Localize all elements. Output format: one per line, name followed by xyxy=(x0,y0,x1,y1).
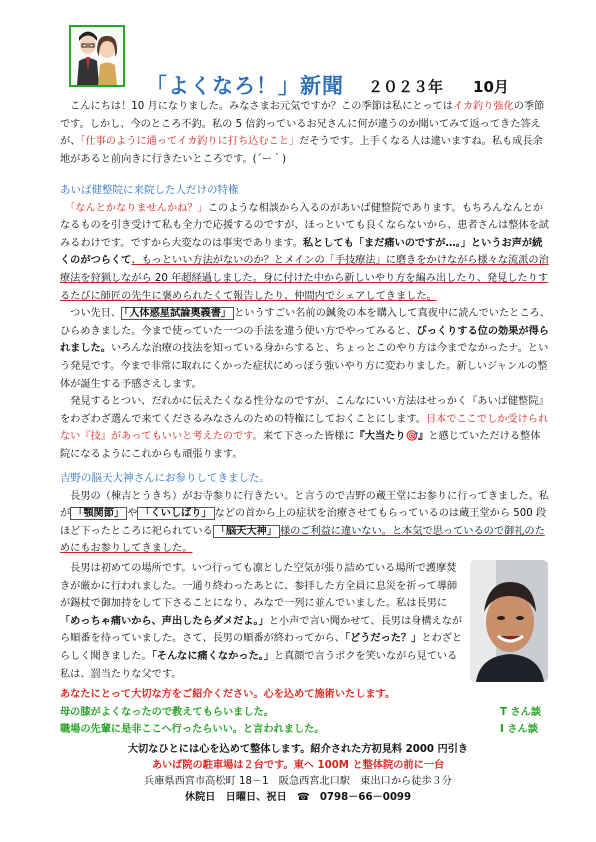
text-run: びっくりする位の効果が得られました。 xyxy=(60,325,549,355)
testimonial-text: 母の膝がよくなったので教えてもらいました。 xyxy=(60,706,274,718)
section-paragraph xyxy=(60,560,465,683)
text-run: 来て下さった皆様に xyxy=(262,431,355,443)
testimonial-row xyxy=(60,704,560,722)
text-run: いろんな治療の技法を知っている身からすると、ちょっとこのやり方は今までなかったナ。という発見です。今まで非常に取れにくかった症状にめっぽう強いやり方に変わりました。新しいジャンルの整体が誕生する予感さえします。 xyxy=(60,343,549,390)
newsletter-title: 「よくなろ！」新聞 xyxy=(146,74,344,98)
text-run: 、もっといい方法がないのか？とメインの「手技療法」に磨きをかけながら様々な流派の治療法を狩猟しながら 20 年超経過しました。身に付けた中から新しいやり方を編み出したり、発見したりするたびに師匠の先生に褒められたくて報告したり、仲間内でシェアしてきました。 xyxy=(60,255,549,302)
text-run: などの首から上の症状を治療させてもらっているのは蔵王堂から 500 段ほど下ったところに祀られている xyxy=(60,508,547,537)
section-heading: あいば健整院に来院した人だけの特権 xyxy=(60,184,239,196)
section-shrine-visit-continued xyxy=(60,560,465,683)
text-run: 「くいしばり」 xyxy=(137,507,214,520)
text-run: 「脳天大神」 xyxy=(213,525,280,538)
text-run: というすごい名前の鍼灸の本を購入して真夜中に読んでいたところ、ひらめきました。今まで使っていた一つの手法を違う使い方でやってみると、 xyxy=(60,308,550,337)
text-run: 「どうだった？」 xyxy=(344,633,422,645)
text-run: 「人体惑星試論奥義書」 xyxy=(121,307,234,320)
text-run: とわざとらしく聞きました。 xyxy=(60,633,463,662)
text-run: 「仕事のように通ってイカ釣りに打ち込むこと」 xyxy=(80,136,300,148)
text-run: 「めっちゃ痛いから、声出したらダメだよ。」 xyxy=(60,615,269,627)
son-photo xyxy=(470,560,548,682)
testimonial-text: 職場の先輩に是非ここへ行ったらいい。と言われました。 xyxy=(60,724,325,736)
address: 兵庫県西宮市高松町 18－1 阪急西宮北口駅 東出口から徒歩３分 xyxy=(144,776,452,787)
text-run: の季節です。しかし、今のところ不釣。私の 5 倍釣っているお兄さんに何が違うのか聞いてみて返ってきた答えが、 xyxy=(60,101,545,148)
intro-section xyxy=(60,98,550,168)
text-run: 私としても「まだ痛いのですが…。」というお声が続くのがつらくて xyxy=(60,237,543,267)
text-run: つい先日、 xyxy=(60,308,122,320)
text-run: だそうです。上手くなる人は違いますね。私も成長余地があると前向きに行きたいところです。(´ー｀) xyxy=(60,136,543,165)
text-run: と真顔で言うボクを笑いながら見ている私は、罰当たりな父です。 xyxy=(60,650,458,680)
text-run: 様のご利益に違いない。と本気で思っているので御礼のためにもお参りしてきました。 xyxy=(60,525,545,555)
text-run: と感じていただける整体院になるようにこれからも頑張ります。 xyxy=(60,431,541,460)
text-run: 長男は初めての場所です。いつ行っても凛とした空気が張り詰めている場所で護摩焚きが厳かに行われました。一通り終わったあとに、参拝した方全員に息災を祈って導師が錫杖で御加持をして下さることになり、みなで一列に並んでいました。私は長男に xyxy=(60,563,458,610)
intro-paragraph xyxy=(60,98,550,168)
section-shrine-visit xyxy=(60,470,550,558)
testimonial-author: I さん談 xyxy=(500,724,538,736)
text-run: 「そんなに痛くなかった。」 xyxy=(151,650,274,662)
text-run: 日本でここでしか受けられない『技』があってもいいと考えたのです。 xyxy=(60,413,549,443)
text-run: や xyxy=(127,508,138,520)
referral-headline: あなたにとって大切な方をご紹介ください。心を込めて施術いたします。 xyxy=(60,689,396,700)
testimonial-author: T さん談 xyxy=(500,706,542,718)
footer xyxy=(0,742,596,806)
couple-logo xyxy=(69,25,125,87)
section-paragraph xyxy=(60,393,550,463)
section-paragraph xyxy=(60,200,550,306)
section-paragraph xyxy=(60,305,550,393)
text-run: 発見するとつい、だれかに伝えたくなる性分なのですが、こんなにいい方法はせっかく『あいば健整院』をわざわざ選んで来てくださるみなさんのための特権にしておくことにします。 xyxy=(60,396,549,425)
text-run: このような相談から入るのがあいば健整院であります。もちろんなんとかなるものを引き受けて私も全力で応援するのですが、ほっといても良くならないから、患者さんは整体を試みるわけです。ですから大変なのは事実であります。 xyxy=(60,202,549,249)
text-run: イカ釣り強化 xyxy=(452,101,514,112)
section-privilege xyxy=(60,182,550,464)
closed-days-phone: 休院日 日曜日、祝日 ☎ 0798－66－0099 xyxy=(184,792,412,803)
referral-section xyxy=(60,686,560,739)
text-run: 「なんとかなりませんかね？」 xyxy=(70,202,208,214)
issue-date: ２０２３年 10月 xyxy=(368,78,509,96)
text-run: 長男の（棟吉とうきち）がお寺参りに行きたい。と言うので吉野の蔵王堂にお参りに行ってきました。私が xyxy=(60,490,549,520)
text-run: 「顎関節」 xyxy=(70,507,127,520)
testimonial-row xyxy=(60,721,560,739)
section-paragraph xyxy=(60,488,550,558)
text-run: こんにちは！10 月になりました。みなさまお元気ですか？この季節は私にとっては xyxy=(60,101,453,112)
text-run xyxy=(60,203,70,214)
parking-note: あいば院の駐車場は２台です。東へ 100M と整体院の前に一台 xyxy=(151,760,445,771)
text-run: 『大当たり🎯』 xyxy=(354,431,429,443)
section-heading: 吉野の脳天大神さんにお参りしてきました。 xyxy=(60,472,270,484)
discount-note: 大切なひとには心を込めて整体します。紹介された方初見料 2000 円引き xyxy=(127,744,469,755)
text-run: と小声で言い聞かせて、長男は身構えながら順番を待っていました。さて、長男の順番が終わってから、 xyxy=(60,615,463,645)
